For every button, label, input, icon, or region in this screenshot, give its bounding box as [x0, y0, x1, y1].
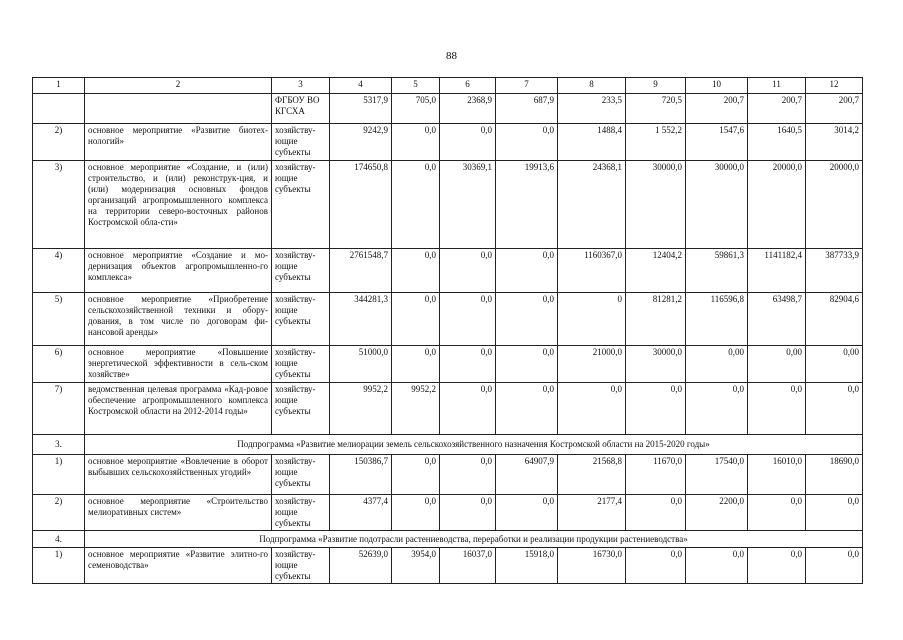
- value-cell: 12404,2: [626, 249, 686, 293]
- header-cell: 12: [806, 78, 863, 94]
- row-executor: хозяйству-ющие субъекты: [272, 455, 330, 495]
- table-row: [33, 383, 863, 435]
- table-row: [33, 249, 863, 293]
- header-cell: 8: [558, 78, 626, 94]
- header-cell: 3: [272, 78, 330, 94]
- budget-table: [32, 77, 863, 584]
- value-cell: 200,7: [686, 94, 748, 124]
- row-index: [33, 94, 85, 124]
- value-cell: 19913,6: [496, 161, 558, 249]
- value-cell: 9952,2: [330, 383, 392, 435]
- value-cell: 0,0: [440, 383, 496, 435]
- value-cell: 2368,9: [440, 94, 496, 124]
- value-cell: 344281,3: [330, 293, 392, 346]
- value-cell: 24368,1: [558, 161, 626, 249]
- value-cell: 59861,3: [686, 249, 748, 293]
- section-title: Подпрограмма «Развитие подотрасли растениеводства, переработки и реализации продукции растениеводства»: [85, 531, 863, 548]
- row-description: основное мероприятие «Повышение энергетической эффективности в сель-ском хозяйстве»: [85, 346, 272, 383]
- row-description: ведомственная целевая программа «Кад-ровое обеспечение агропромышленного комплекса Костромской области на 2012-2014 годы»: [85, 383, 272, 435]
- value-cell: 3014,2: [806, 124, 863, 161]
- value-cell: 0,0: [496, 346, 558, 383]
- value-cell: 1488,4: [558, 124, 626, 161]
- value-cell: 0: [558, 293, 626, 346]
- section-index: 3.: [33, 435, 85, 455]
- header-cell: 11: [748, 78, 806, 94]
- value-cell: 1141182,4: [748, 249, 806, 293]
- row-executor: хозяйству-ющие субъекты: [272, 124, 330, 161]
- value-cell: 0,0: [686, 548, 748, 584]
- value-cell: 1547,6: [686, 124, 748, 161]
- value-cell: 16010,0: [748, 455, 806, 495]
- value-cell: 0,0: [440, 495, 496, 531]
- value-cell: 18690,0: [806, 455, 863, 495]
- section-row: [33, 435, 863, 455]
- value-cell: 4377,4: [330, 495, 392, 531]
- value-cell: 200,7: [748, 94, 806, 124]
- value-cell: 21568,8: [558, 455, 626, 495]
- header-cell: 1: [33, 78, 85, 94]
- row-executor: хозяйству-ющие субъекты: [272, 293, 330, 346]
- value-cell: 0,0: [806, 495, 863, 531]
- value-cell: 720,5: [626, 94, 686, 124]
- value-cell: 0,0: [626, 548, 686, 584]
- value-cell: 0,0: [748, 548, 806, 584]
- value-cell: 81281,2: [626, 293, 686, 346]
- value-cell: 52639,0: [330, 548, 392, 584]
- row-index: 5): [33, 293, 85, 346]
- value-cell: 1 552,2: [626, 124, 686, 161]
- value-cell: 0,0: [626, 383, 686, 435]
- header-cell: 7: [496, 78, 558, 94]
- section-index: 4.: [33, 531, 85, 548]
- value-cell: 1640,5: [748, 124, 806, 161]
- row-description: основное мероприятие «Создание, и (или) строительство, и (или) реконструк-ция, и (или) модернизация основных фондов организаций агропромышленного комплекса на территории северо-восточных районов Костромской обла-сти»: [85, 161, 272, 249]
- row-index: 2): [33, 495, 85, 531]
- row-index: 4): [33, 249, 85, 293]
- value-cell: 0,0: [392, 249, 440, 293]
- value-cell: 51000,0: [330, 346, 392, 383]
- value-cell: 30000,0: [626, 161, 686, 249]
- row-index: 7): [33, 383, 85, 435]
- value-cell: 0,0: [392, 161, 440, 249]
- value-cell: 0,00: [806, 346, 863, 383]
- value-cell: 17540,0: [686, 455, 748, 495]
- row-executor: ФГБОУ ВО КГСХА: [272, 94, 330, 124]
- value-cell: 0,0: [496, 495, 558, 531]
- value-cell: 233,5: [558, 94, 626, 124]
- header-cell: 5: [392, 78, 440, 94]
- value-cell: 9242,9: [330, 124, 392, 161]
- value-cell: 0,0: [496, 383, 558, 435]
- value-cell: 174650,8: [330, 161, 392, 249]
- value-cell: 0,0: [392, 124, 440, 161]
- header-cell: 9: [626, 78, 686, 94]
- value-cell: 3954,0: [392, 548, 440, 584]
- value-cell: 150386,7: [330, 455, 392, 495]
- row-description: основное мероприятие «Развитие биотех-нологий»: [85, 124, 272, 161]
- section-title: Подпрограмма «Развитие мелиорации земель сельскохозяйственного назначения Костромской области на 2015-2020 годы»: [85, 435, 863, 455]
- value-cell: 0,0: [496, 124, 558, 161]
- value-cell: 0,0: [496, 249, 558, 293]
- value-cell: 20000,0: [806, 161, 863, 249]
- value-cell: 116596,8: [686, 293, 748, 346]
- value-cell: 0,0: [440, 455, 496, 495]
- value-cell: 82904,6: [806, 293, 863, 346]
- row-description: основное мероприятие «Создание и мо-дернизация объектов агропромышленно-го комплекса»: [85, 249, 272, 293]
- row-executor: хозяйству-ющие субъекты: [272, 548, 330, 584]
- table-row: [33, 161, 863, 249]
- header-row: [33, 78, 863, 94]
- table-row: [33, 548, 863, 584]
- table-row: [33, 455, 863, 495]
- table-row: [33, 495, 863, 531]
- value-cell: 2177,4: [558, 495, 626, 531]
- value-cell: 0,0: [748, 383, 806, 435]
- row-index: 3): [33, 161, 85, 249]
- row-description: основное мероприятие «Развитие элитно-го семеноводства»: [85, 548, 272, 584]
- value-cell: 387733,9: [806, 249, 863, 293]
- table-row: [33, 94, 863, 124]
- value-cell: 0,0: [440, 124, 496, 161]
- table-row: [33, 346, 863, 383]
- header-cell: 2: [85, 78, 272, 94]
- row-description: [85, 94, 272, 124]
- value-cell: 9952,2: [392, 383, 440, 435]
- value-cell: 11670,0: [626, 455, 686, 495]
- row-index: 1): [33, 548, 85, 584]
- value-cell: 2200,0: [686, 495, 748, 531]
- value-cell: 0,0: [392, 293, 440, 346]
- value-cell: 0,0: [686, 383, 748, 435]
- value-cell: 30000,0: [686, 161, 748, 249]
- value-cell: 0,0: [748, 495, 806, 531]
- value-cell: 1160367,0: [558, 249, 626, 293]
- row-description: основное мероприятие «Приобретение сельскохозяйственной техники и обору-дования, в том числе по договорам фи-нансовой аренды»: [85, 293, 272, 346]
- value-cell: 30369,1: [440, 161, 496, 249]
- value-cell: 16037,0: [440, 548, 496, 584]
- value-cell: 0,0: [392, 495, 440, 531]
- value-cell: 687,9: [496, 94, 558, 124]
- table-row: [33, 124, 863, 161]
- value-cell: 15918,0: [496, 548, 558, 584]
- value-cell: 0,0: [440, 346, 496, 383]
- table-row: [33, 293, 863, 346]
- value-cell: 0,0: [392, 346, 440, 383]
- value-cell: 64907,9: [496, 455, 558, 495]
- row-executor: хозяйству-ющие субъекты: [272, 346, 330, 383]
- value-cell: 20000,0: [748, 161, 806, 249]
- value-cell: 0,0: [392, 455, 440, 495]
- value-cell: 16730,0: [558, 548, 626, 584]
- row-description: основное мероприятие «Строительство мелиоративных систем»: [85, 495, 272, 531]
- header-cell: 4: [330, 78, 392, 94]
- value-cell: 0,0: [626, 495, 686, 531]
- page-number: 88: [446, 50, 457, 62]
- row-executor: хозяйству-ющие субъекты: [272, 249, 330, 293]
- value-cell: 0,00: [686, 346, 748, 383]
- section-row: [33, 531, 863, 548]
- row-executor: хозяйству-ющие субъекты: [272, 495, 330, 531]
- value-cell: 705,0: [392, 94, 440, 124]
- value-cell: 30000,0: [626, 346, 686, 383]
- value-cell: 21000,0: [558, 346, 626, 383]
- row-executor: хозяйству-ющие субъекты: [272, 161, 330, 249]
- row-index: 2): [33, 124, 85, 161]
- value-cell: 0,0: [440, 293, 496, 346]
- header-cell: 10: [686, 78, 748, 94]
- value-cell: 0,0: [806, 548, 863, 584]
- value-cell: 0,0: [558, 383, 626, 435]
- value-cell: 0,0: [440, 249, 496, 293]
- value-cell: 0,0: [806, 383, 863, 435]
- row-executor: хозяйству-ющие субъекты: [272, 383, 330, 435]
- row-index: 1): [33, 455, 85, 495]
- value-cell: 2761548,7: [330, 249, 392, 293]
- value-cell: 5317,9: [330, 94, 392, 124]
- row-index: 6): [33, 346, 85, 383]
- value-cell: 63498,7: [748, 293, 806, 346]
- value-cell: 200,7: [806, 94, 863, 124]
- value-cell: 0,00: [748, 346, 806, 383]
- header-cell: 6: [440, 78, 496, 94]
- row-description: основное мероприятие «Вовлечение в оборот выбывших сельскохозяйственных угодий»: [85, 455, 272, 495]
- value-cell: 0,0: [496, 293, 558, 346]
